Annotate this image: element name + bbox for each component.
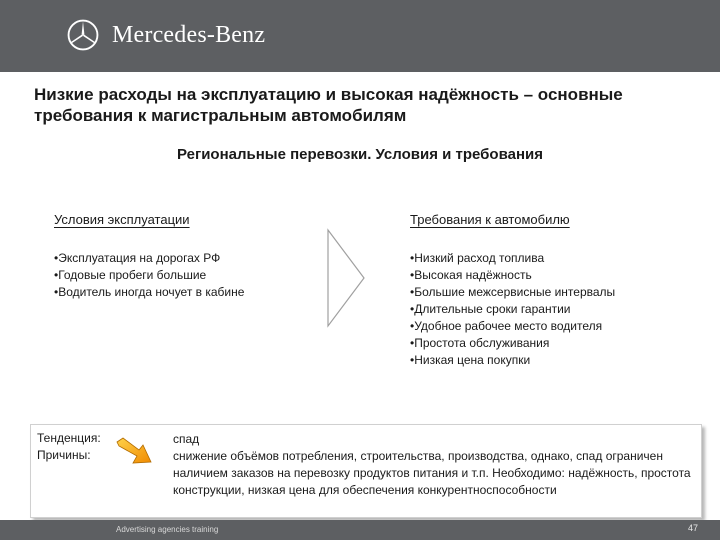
list-item: • Водитель иногда ночует в кабине bbox=[54, 284, 244, 301]
orange-diagonal-arrow-icon bbox=[115, 437, 155, 465]
trend-label: Тенденция: bbox=[37, 431, 101, 445]
reasons-text: снижение объёмов потребления, строительства, производства, однако, спад ограничен наличием заказов на перевозку продуктов питания и т.п. Необходимо: надёжность, простота конструкции, низкая цена для обеспечения конкурентноспособности bbox=[173, 449, 691, 497]
brand-name: Mercedes-Benz bbox=[112, 22, 266, 48]
list-item: • Большие межсервисные интервалы bbox=[410, 284, 615, 301]
reasons-label: Причины: bbox=[37, 448, 91, 462]
header-bar bbox=[0, 0, 720, 72]
list-item: • Длительные сроки гарантии bbox=[410, 301, 615, 318]
conditions-heading: Условия эксплуатации bbox=[54, 212, 190, 227]
requirements-heading: Требования к автомобилю bbox=[410, 212, 570, 227]
chevron-right-arrow-icon bbox=[326, 228, 366, 328]
trend-value: спад bbox=[173, 432, 200, 446]
list-item: • Низкая цена покупки bbox=[410, 352, 615, 369]
footer-text: Advertising agencies training bbox=[116, 525, 219, 534]
footer-bar bbox=[0, 520, 720, 540]
slide-subtitle: Региональные перевозки. Условия и требования bbox=[176, 146, 543, 163]
trend-box bbox=[30, 424, 702, 518]
list-item: • Высокая надёжность bbox=[410, 267, 615, 284]
list-item: • Годовые пробеги большие bbox=[54, 267, 244, 284]
list-item: • Удобное рабочее место водителя bbox=[410, 318, 615, 335]
list-item: • Низкий расход топлива bbox=[410, 250, 615, 267]
requirements-list bbox=[410, 250, 615, 369]
list-item: • Простота обслуживания bbox=[410, 335, 615, 352]
page-number: 47 bbox=[687, 523, 698, 533]
slide-title: Низкие расходы на эксплуатацию и высокая надёжность – основные требования к магистральным автомобилям bbox=[34, 85, 623, 125]
list-item: • Эксплуатация на дорогах РФ bbox=[54, 250, 244, 267]
conditions-list bbox=[54, 250, 244, 301]
mercedes-star-icon bbox=[66, 18, 100, 52]
